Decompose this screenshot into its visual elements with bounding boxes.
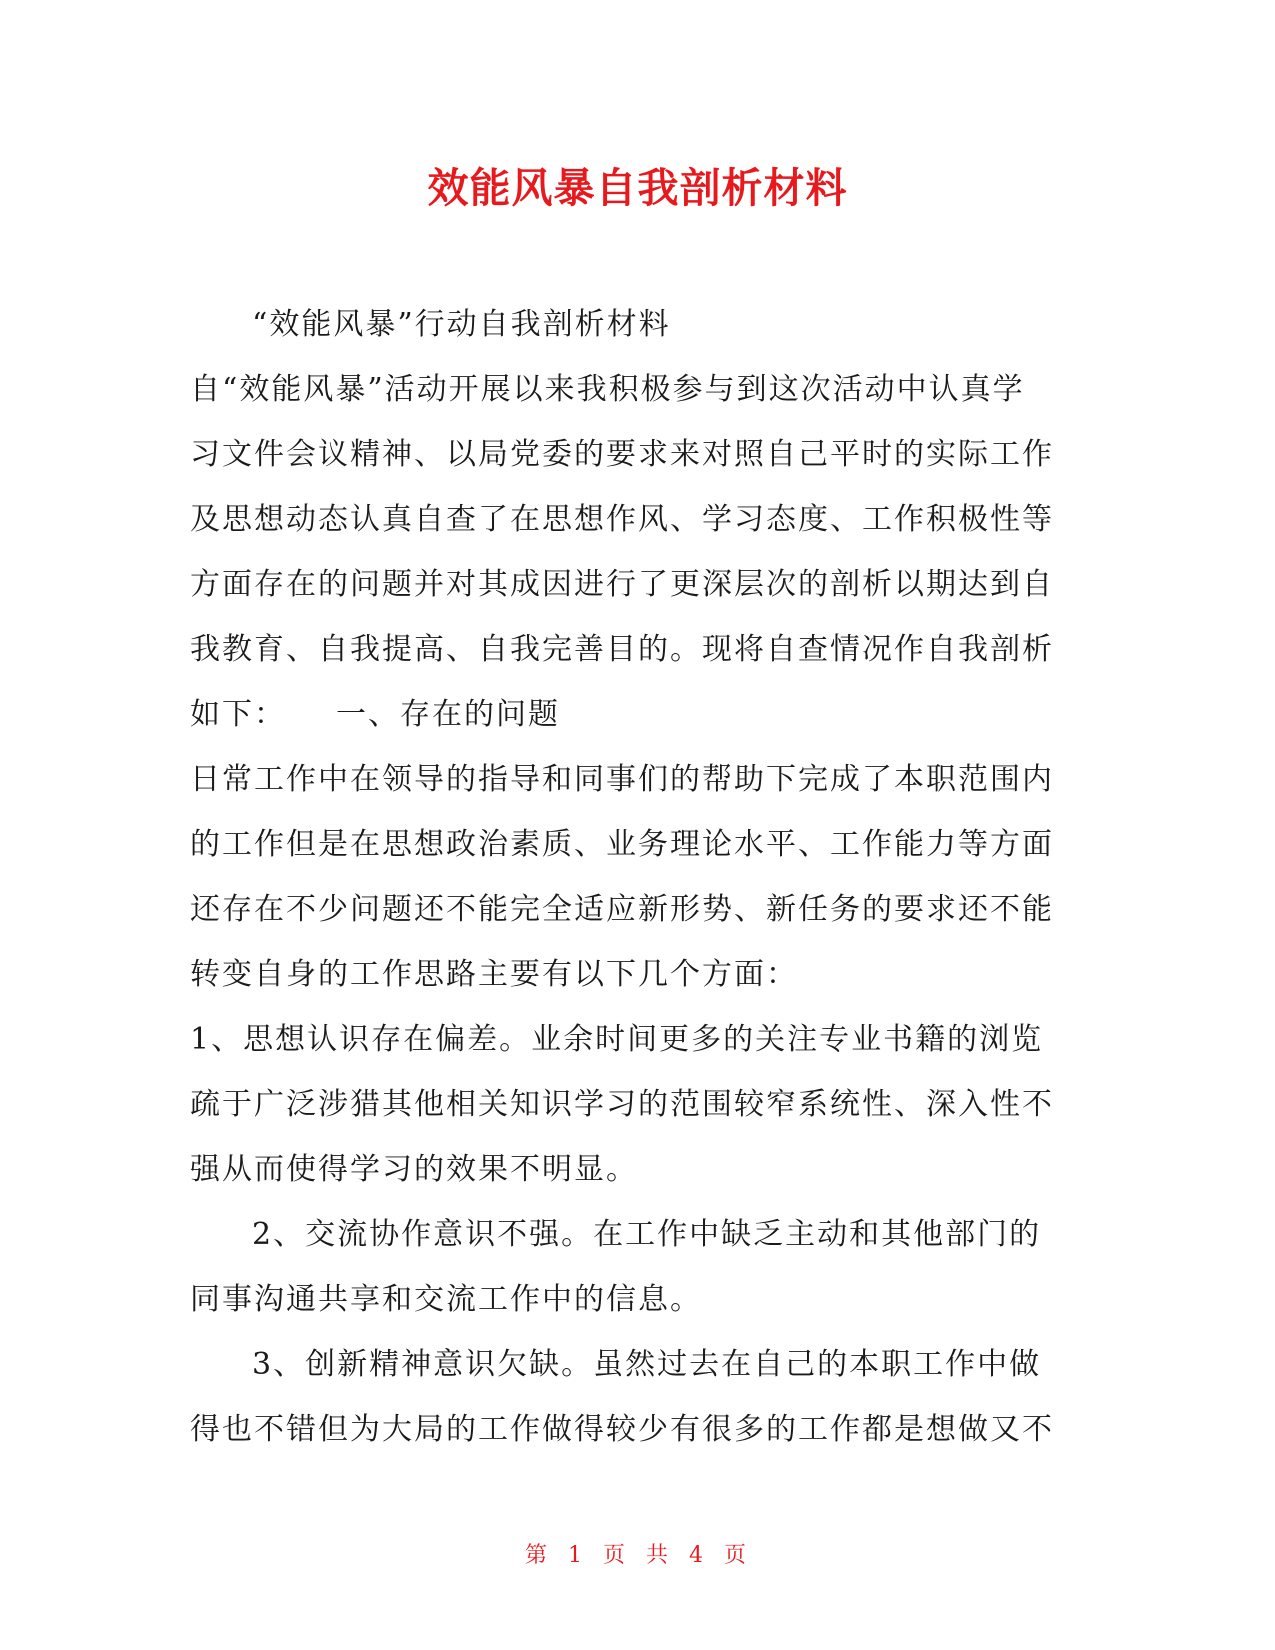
list-item-line: 得也不错但为大局的工作做得较少有很多的工作都是想做又不 [190, 1412, 1054, 1447]
subtitle-line: “效能风暴”行动自我剖析材料 [252, 307, 671, 342]
list-item-line: 3、创新精神意识欠缺。虽然过去在自己的本职工作中做 [252, 1347, 1042, 1382]
paragraph-line: 自“效能风暴”活动开展以来我积极参与到这次活动中认真学 [190, 372, 1025, 407]
list-item-line: 疏于广泛涉猎其他相关知识学习的范围较窄系统性、深入性不 [190, 1087, 1054, 1122]
paragraph-line-end: 如下： [190, 697, 286, 732]
paragraph-line: 日常工作中在领导的指导和同事们的帮助下完成了本职范围内 [190, 762, 1054, 797]
paragraph-line: 的工作但是在思想政治素质、业务理论水平、工作能力等方面 [190, 827, 1054, 862]
paragraph-line: 转变自身的工作思路主要有以下几个方面： [190, 957, 798, 992]
page-number-footer: 第 1 页 共 4 页 [525, 1543, 750, 1568]
document-title: 效能风暴自我剖析材料 [427, 164, 848, 212]
paragraph-line: 及思想动态认真自查了在思想作风、学习态度、工作积极性等 [190, 502, 1054, 537]
paragraph-line: 还存在不少问题还不能完全适应新形势、新任务的要求还不能 [190, 892, 1054, 927]
list-item-line: 1、思想认识存在偏差。业余时间更多的关注专业书籍的浏览 [190, 1022, 1044, 1057]
list-item-line: 2、交流协作意识不强。在工作中缺乏主动和其他部门的 [252, 1217, 1042, 1252]
paragraph-line: 习文件会议精神、以局党委的要求来对照自己平时的实际工作 [190, 437, 1054, 472]
paragraph-line-with-heading [190, 682, 1090, 747]
list-item-line: 同事沟通共享和交流工作中的信息。 [190, 1282, 702, 1317]
section-heading: 一、存在的问题 [336, 697, 560, 732]
paragraph-line: 方面存在的问题并对其成因进行了更深层次的剖析以期达到自 [190, 567, 1054, 602]
document-body [190, 292, 1090, 1462]
paragraph-line: 我教育、自我提高、自我完善目的。现将自查情况作自我剖析 [190, 632, 1054, 667]
list-item-line: 强从而使得学习的效果不明显。 [190, 1152, 638, 1187]
